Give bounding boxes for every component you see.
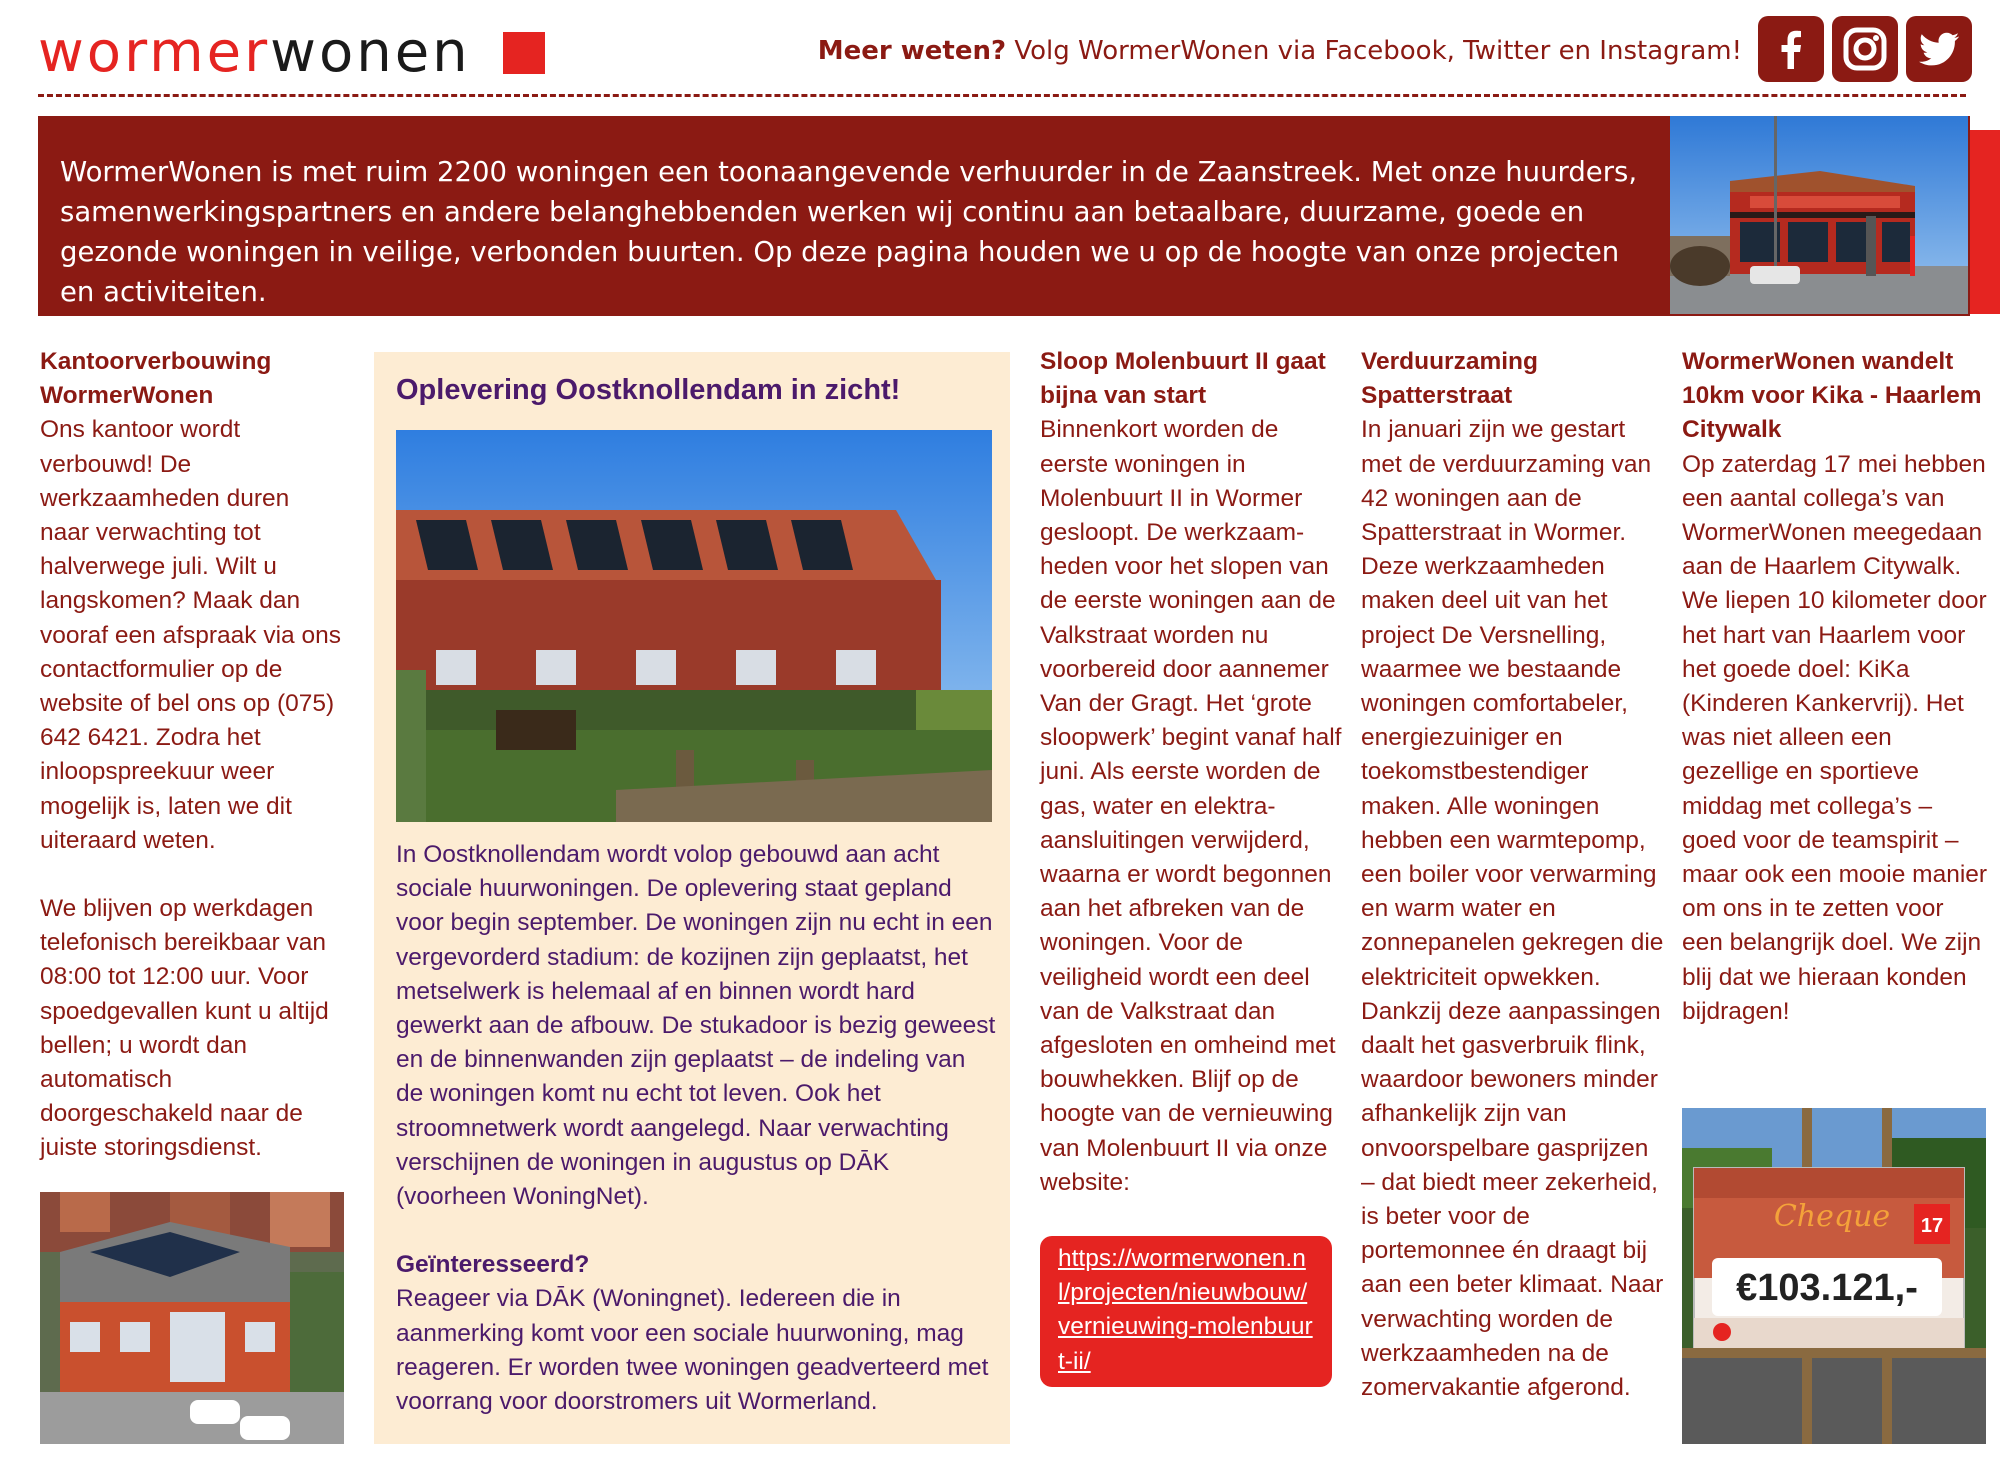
cheque-photo	[1682, 1108, 1986, 1444]
wandelt-paragraph: Op zaterdag 17 mei hebben een aantal collega’s van WormerWonen meegedaan aan de Haarlem Citywalk. We liepen 10 kilometer door het hart van Haarlem voor het goede doel: KiKa (Kinderen Kankervrij). Het was niet alleen een gezellige en sportieve middag met collega’s – goed voor de teamspirit – maar ook een mooie manier om ons in te zetten voor een belangrijk doel. We zijn blij dat we hieraan konden bijdragen!	[1682, 450, 1988, 1025]
oplevering-feature	[374, 352, 1010, 1444]
instagram-icon[interactable]	[1832, 16, 1898, 82]
office-building-photo	[1670, 116, 1968, 314]
header-divider	[38, 94, 1966, 97]
verduurzaming-paragraph: In januari zijn we gestart met de verduurzaming van 42 woningen aan de Spatterstraat in Wormer. Deze werkzaamheden maken deel uit van het project De Versnelling, waarmee we bestaande woningen comfortabeler, energiezuiniger en toekomstbestendiger maken. Alle woningen hebben een warmtepomp, een boiler voor verwarming en warm water en zonnepanelen gekregen die elektriciteit opwekken. Dankzij deze aanpassingen daalt het gasverbruik flink, waardoor bewoners minder afhankelijk zijn van onvoorspelbare gasprijzen – dat biedt meer zekerheid, is beter voor de portemonnee én draagt bij aan een beter klimaat. Naar verwachting worden de werkzaamheden na de zomervakantie afgerond.	[1361, 416, 1664, 1402]
oplevering-paragraph: In Oostknollendam wordt volop gebouwd aan acht sociale huurwoningen. De oplevering staat gepland voor begin september. De woningen zijn nu echt in een vergevorderd stadium: de kozijnen zijn geplaatst, het metselwerk is helemaal af en binnen wordt hard gewerkt aan de afbouw. De stukadoor is bezig geweest en de binnenwanden zijn geplaatst – de indeling van de woningen komt nu echt tot leven. Ook het stroomnetwerk wordt aangelegd. Naar verwachting verschijnen de woningen in augustus op DĀK (voorheen WoningNet).	[396, 841, 996, 1211]
kantoor-article	[40, 345, 345, 1166]
cheque-label: Cheque	[1773, 1199, 1891, 1234]
sloop-paragraph: Binnenkort worden de eerste woningen in Molenbuurt II in Wormer gesloopt. De werkzaam-heden voor het slopen van de eerste woningen aan de Valkstraat worden nu voorbereid door aannemer Van der Gragt. Het ‘grote sloopwerk’ begint vanaf half juni. Als eerste worden de gas, water en elektra-aansluitingen verwijderd, waarna er wordt begonnen aan het afbreken van de woningen. Voor de veiligheid wordt een deel van de Valkstraat dan afgesloten en omheind met bouwhekken. Blijf op de hoogte van de vernieuwing van Molenbuurt II via onze website:	[1040, 416, 1342, 1196]
verduurzaming-article	[1361, 345, 1667, 1405]
twitter-icon[interactable]	[1906, 16, 1972, 82]
logo-wordmark	[38, 22, 471, 84]
logo-part-wormer: wormer	[38, 20, 271, 85]
cheque-amount: €103.121,-	[1736, 1267, 1918, 1309]
sloop-article	[1040, 345, 1346, 1387]
oplevering-subtitle: Geïnteresseerd?	[396, 1251, 590, 1279]
cheque-day: 17	[1920, 1215, 1944, 1237]
office-aerial-photo	[40, 1192, 344, 1444]
wandelt-article	[1682, 345, 1988, 1029]
kantoor-paragraph-1: Ons kantoor wordt verbouwd! De werkzaamheden duren naar verwachting tot halverwege juli. Wilt u langskomen? Maak dan vooraf een afspraak via ons contactformulier op de website of bel ons op (075) 642 6421. Zodra het inloopspreekuur weer mogelijk is, laten we dit uiteraard weten.	[40, 416, 341, 854]
oplevering-body	[396, 838, 996, 1419]
logo[interactable]	[38, 22, 545, 84]
new-houses-photo	[396, 430, 992, 822]
oplevering-title: Oplevering Oostknollendam in zicht!	[396, 374, 901, 406]
molenbuurt-link[interactable]: https://wormerwonen.nl/projecten/nieuwbouw/vernieuwing-molenbuurt-ii/	[1040, 1236, 1332, 1387]
verduurzaming-title: Verduurzaming Spatterstraat	[1361, 348, 1538, 410]
wandelt-title: WormerWonen wandelt 10km voor Kika - Haarlem Citywalk	[1682, 348, 1982, 444]
facebook-icon[interactable]	[1758, 16, 1824, 82]
intro-text: WormerWonen is met ruim 2200 woningen een toonaangevende verhuurder in de Zaanstreek. Met onze huurders, samenwerkingspartners en andere belanghebbenden werken wij continu aan betaalbare, duurzame, goede en gezonde woningen in veilige, verbonden buurten. Op deze pagina houden we u op de hoogte van onze projecten en activiteiten.	[60, 156, 1638, 308]
kantoor-paragraph-2: We blijven op werkdagen telefonisch bereikbaar van 08:00 tot 12:00 uur. Voor spoedgevallen kunt u altijd bellen; u wordt dan automatisch doorgeschakeld naar de juiste storingsdienst.	[40, 895, 329, 1162]
logo-part-wonen: wonen	[270, 20, 471, 85]
follow-bold: Meer weten?	[817, 36, 1007, 66]
oplevering-paragraph-2: Reageer via DĀK (Woningnet). Iedereen die in aanmerking komt voor een sociale huurwoning, mag reageren. Er worden twee woningen geadverteerd met voorrang voor doorstromers uit Wormerland.	[396, 1285, 989, 1416]
sloop-title: Sloop Molenbuurt II gaat bijna van start	[1040, 348, 1326, 410]
follow-rest: Volg WormerWonen via Facebook, Twitter en Instagram!	[1006, 36, 1742, 66]
follow-us-text	[818, 36, 1742, 66]
kantoor-title: Kantoorverbouwing WormerWonen	[40, 348, 272, 410]
logo-square-icon	[503, 32, 545, 74]
